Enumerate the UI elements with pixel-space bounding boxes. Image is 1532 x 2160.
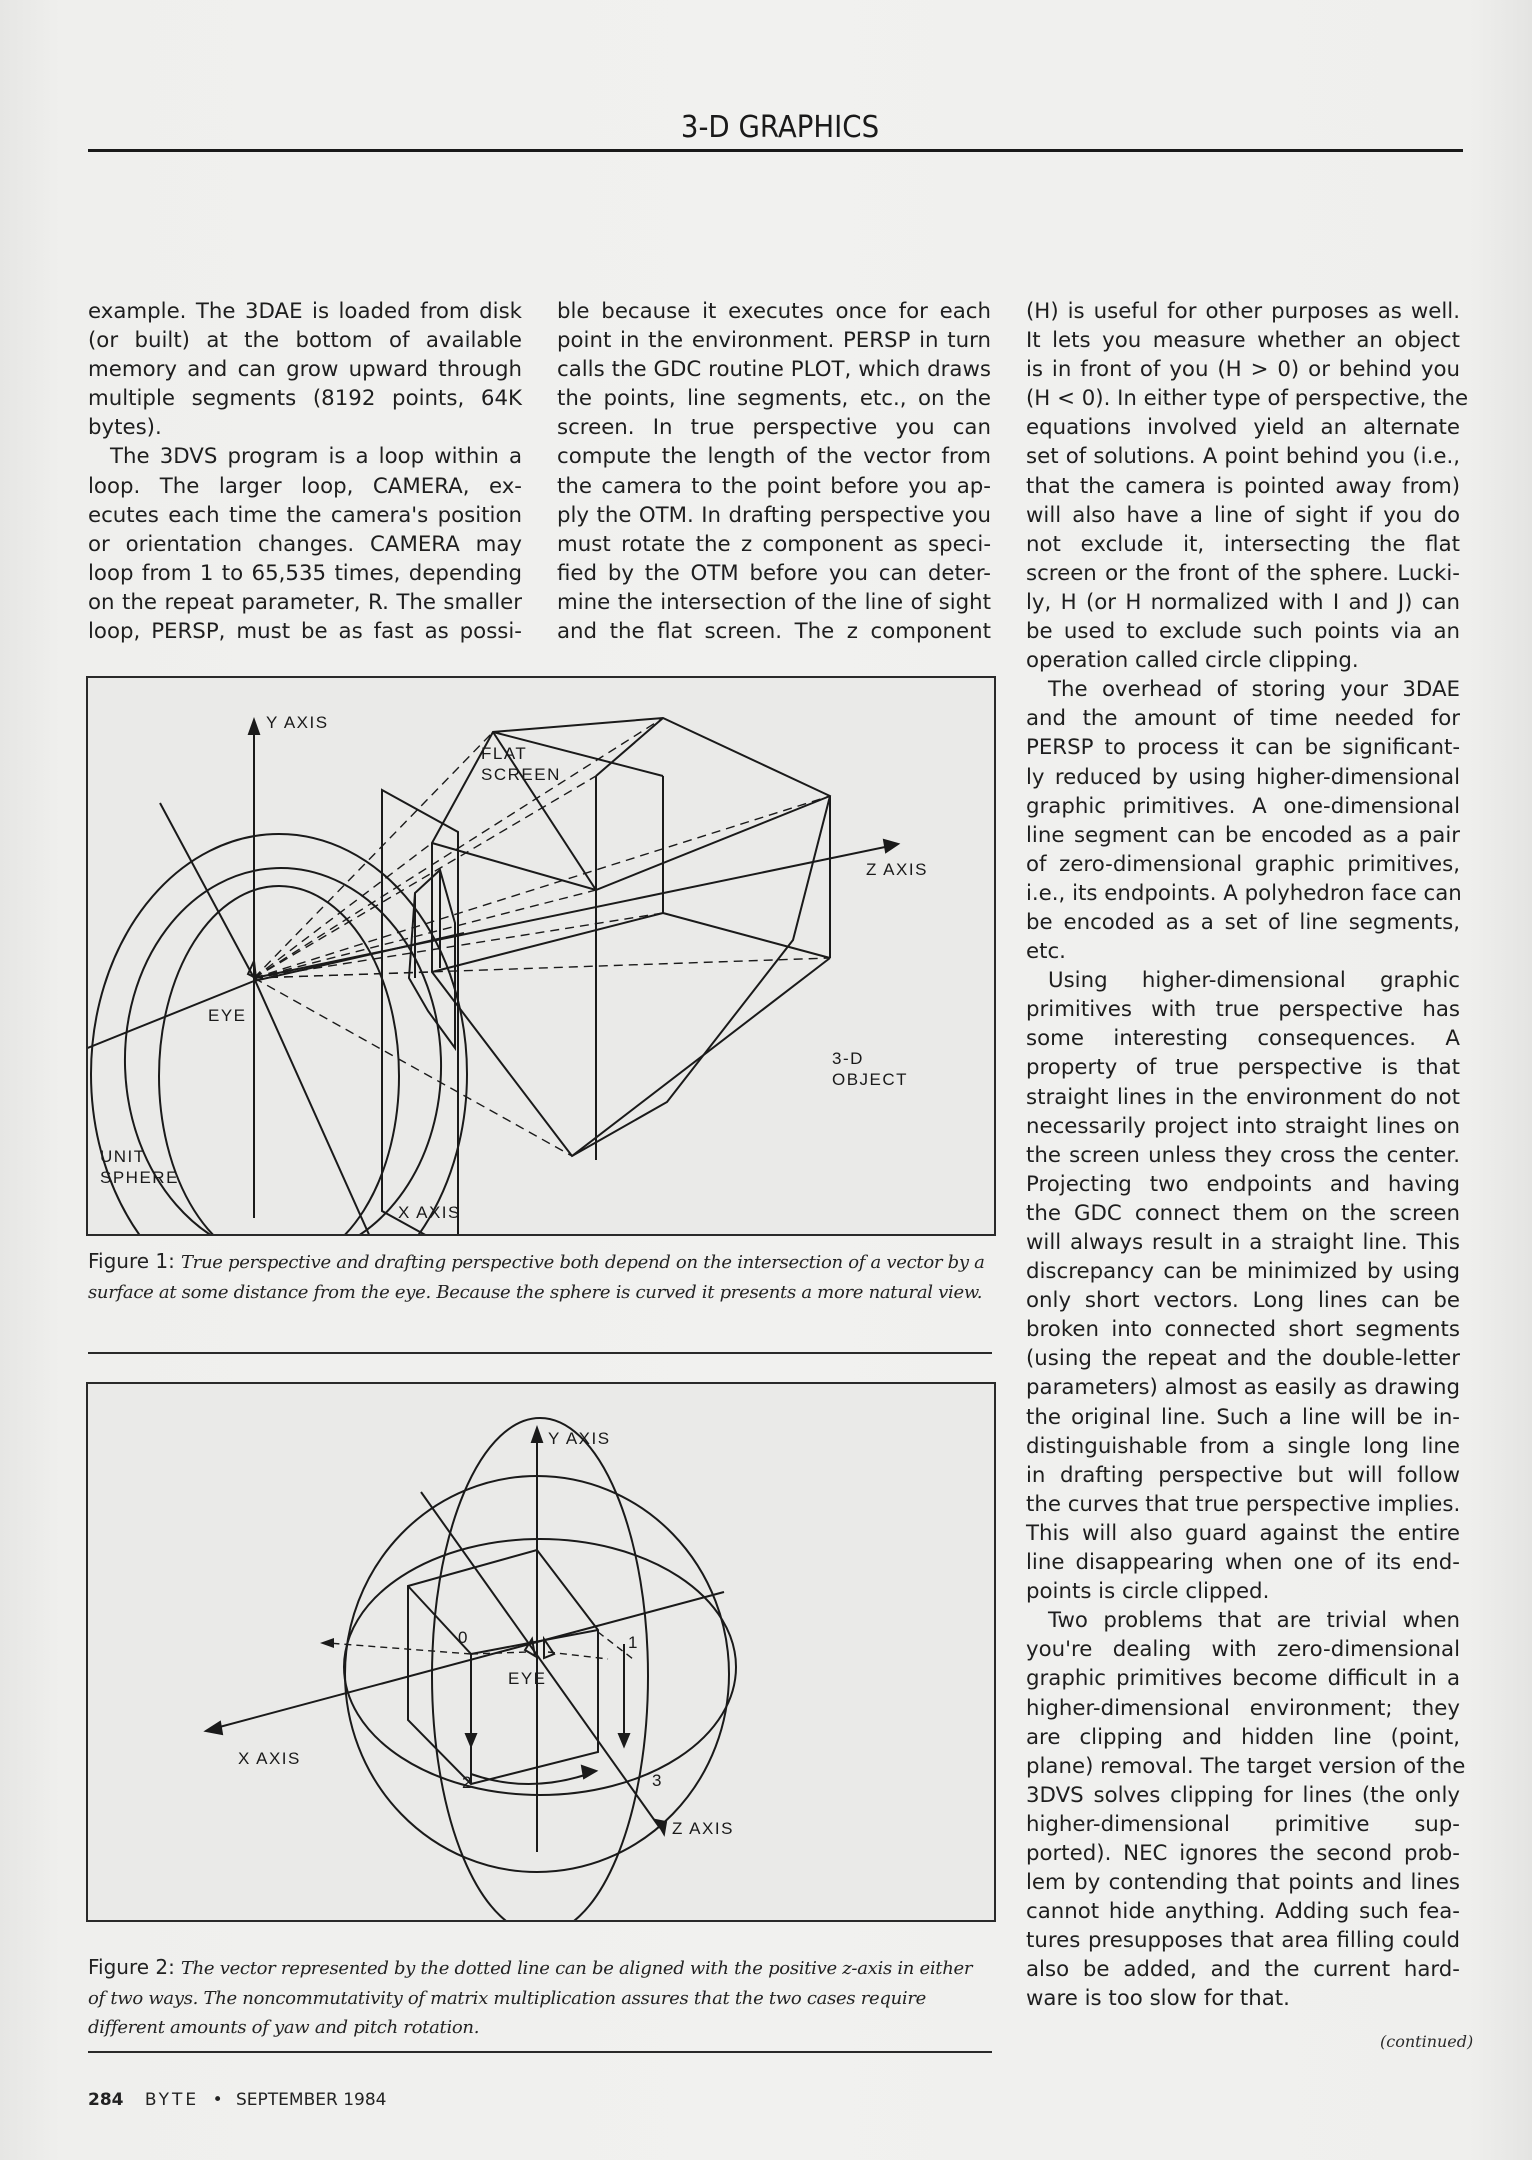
unit-sphere-label: UNIT [100,1147,146,1166]
text-line: of zero-dimensional graphic primitives, [1026,851,1460,877]
x-axis-label: X AXIS [398,1203,461,1222]
text-line: (H) is useful for other purposes as well. [1026,299,1460,324]
text-line: higher-dimensional environment; they [1026,1695,1460,1721]
z-axis-label: Z AXIS [866,860,928,879]
text-line: on the repeat parameter, R. The smaller [88,589,522,615]
text-line: the curves that true perspective implies. [1026,1491,1461,1517]
text-line: ly reduced by using higher-dimensional [1026,764,1460,790]
unit-sphere-label-2: SPHERE [100,1168,179,1187]
text-line: higher-dimensional primitive sup- [1026,1811,1460,1837]
figure-2-caption [88,1953,988,2043]
text-line: also be added, and the current hard- [1026,1957,1460,1983]
y-axis-arrow-icon [249,720,259,734]
point-0-label: 0 [458,1628,469,1647]
caption-rule [88,2051,992,2053]
text-line: discrepancy can be minimized by using [1026,1259,1460,1285]
text-line: The 3DVS program is a loop within a [110,444,522,470]
text-line: the original line. Such a line will be in- [1026,1404,1460,1430]
text-line: distinguishable from a single long line [1026,1433,1460,1459]
text-line: PERSP to process it can be significant- [1026,735,1460,761]
magazine-name: BYTE [144,2090,200,2110]
y-axis-label: Y AXIS [266,713,329,732]
text-line: graphic primitives. A one-dimensional [1026,793,1460,819]
text-line: points is circle clipped. [1026,1579,1270,1605]
header-rule [88,149,1463,152]
text-line: calls the GDC routine PLOT, which draws [557,357,991,383]
z-axis-arrow-icon [884,840,898,852]
dotted-vector-arrow-icon [320,1638,334,1648]
text-line: loop. The larger loop, CAMERA, ex- [88,473,522,499]
text-line: be used to exclude such points via an [1026,619,1460,645]
text-line: memory and can grow upward through [88,357,522,383]
text-line: operation called circle clipping. [1026,648,1359,674]
text-line: ble because it executes once for each [557,299,991,324]
x-axis-label: X AXIS [238,1749,301,1768]
text-line: ply the OTM. In drafting perspective you [557,502,991,528]
x-axis-arrow-icon [206,1722,222,1734]
text-line: point in the environment. PERSP in turn [557,328,991,354]
text-line: you're dealing with zero-dimensional [1026,1637,1460,1663]
text-line: set of solutions. A point behind you (i.e., [1026,444,1460,470]
text-line: ly, H (or H normalized with I and J) can [1026,589,1460,615]
text-line: and the amount of time needed for [1026,706,1460,732]
y-axis-label: Y AXIS [548,1429,611,1448]
text-column-2 [557,297,991,646]
text-line: the points, line segments, etc., on the [557,386,991,412]
figure-2-caption-label: Figure 2: [88,1955,175,1979]
issue-date: SEPTEMBER 1984 [236,2090,387,2110]
text-line: the screen unless they cross the center. [1026,1142,1460,1168]
text-line: (H < 0). In either type of perspective, the [1026,386,1469,412]
eye-icon [248,961,256,978]
object-label: 3-D [832,1049,864,1068]
text-line: ware is too slow for that. [1026,1986,1290,2012]
text-line: (using the repeat and the double-letter [1026,1346,1460,1372]
caption-rule [88,1352,992,1354]
page-number: 284 [88,2090,124,2110]
text-line: fied by the OTM before you can deter- [557,560,991,586]
text-line: ported). NEC ignores the second prob- [1026,1840,1460,1866]
point-1-label: 1 [628,1633,639,1652]
text-line: not exclude it, intersecting the flat [1026,531,1460,557]
text-line: Using higher-dimensional graphic [1048,968,1460,994]
text-line: loop, PERSP, must be as fast as possi- [88,619,522,645]
text-line: 3DVS solves clipping for lines (the only [1026,1782,1460,1808]
text-column-3 [1026,297,1469,2014]
figure-1 [86,676,996,1236]
point-3-label: 3 [652,1771,663,1790]
text-line: only short vectors. Long lines can be [1026,1288,1460,1314]
page-footer [88,2090,386,2110]
eye-label: EYE [208,1006,247,1025]
text-line: mine the intersection of the line of sight [557,589,991,615]
text-line: is in front of you (H > 0) or behind you [1026,357,1460,383]
text-line: The overhead of storing your 3DAE [1048,677,1460,703]
text-line: in drafting perspective but will follow [1026,1462,1460,1488]
running-head: 3-D GRAPHICS [680,110,880,145]
text-line: and the flat screen. The z component [557,619,991,645]
text-line: screen. In true perspective you can [557,415,991,441]
y-axis-arrow-icon [532,1428,542,1442]
text-line: (or built) at the bottom of available [88,328,522,354]
text-line: parameters) almost as easily as drawing [1026,1375,1460,1401]
text-line: necessarily project into straight lines on [1026,1113,1460,1139]
text-line: that the camera is pointed away from) [1026,473,1460,499]
text-line: line segment can be encoded as a pair [1026,822,1460,848]
text-line: lem by contending that points and lines [1026,1870,1460,1896]
text-line: example. The 3DAE is loaded from disk [88,299,522,324]
text-line: bytes). [88,415,162,441]
text-line: the GDC connect them on the screen [1026,1200,1460,1226]
text-line: ecutes each time the camera's position [88,502,522,528]
text-line: compute the length of the vector from [557,444,991,470]
flat-screen-plane [382,790,458,1234]
text-line: the camera to the point before you ap- [557,473,991,499]
footer-separator: • [212,2090,223,2110]
figure-2-caption-text: The vector represented by the dotted line can be aligned with the positive z-axis in either of two ways. The noncommutativity of matrix multiplication assures that the two cases require different amounts of yaw and pitch rotation. [88,1958,973,2038]
text-line: Two problems that are trivial when [1048,1608,1460,1634]
text-line: screen or the front of the sphere. Lucki- [1026,560,1460,586]
text-line: line disappearing when one of its end- [1026,1550,1460,1576]
text-line: equations involved yield an alternate [1026,415,1460,441]
text-line: Projecting two endpoints and having [1026,1171,1460,1197]
text-line: be encoded as a set of line segments, [1026,909,1460,935]
eye-label: EYE [508,1669,547,1688]
text-line: It lets you measure whether an object [1026,328,1460,354]
text-line: graphic primitives become difficult in a [1026,1666,1460,1692]
text-line: must rotate the z component as speci- [557,531,991,557]
text-line: tures presupposes that area filling could [1026,1928,1460,1954]
text-line: or orientation changes. CAMERA may [88,531,522,557]
figure-1-diagram [88,678,994,1234]
z-axis-label: Z AXIS [672,1819,734,1838]
text-line: cannot hide anything. Adding such fea- [1026,1899,1460,1925]
z-axis-line [254,846,890,978]
flat-screen-label-2: SCREEN [481,765,561,784]
flat-screen-label: FLAT [481,744,528,763]
text-line: broken into connected short segments [1026,1317,1460,1343]
text-line: will also have a line of sight if you do [1026,502,1460,528]
text-line: some interesting consequences. A [1026,1026,1460,1052]
figure-2-diagram [88,1384,994,1920]
point-2-label: 2 [462,1773,473,1792]
object-label-2: OBJECT [832,1070,909,1089]
text-line: i.e., its endpoints. A polyhedron face can [1026,880,1462,906]
text-line: are clipping and hidden line (point, [1026,1724,1460,1750]
sphere-latitude [344,1539,736,1795]
figure-1-caption-label: Figure 1: [88,1249,175,1273]
sphere-meridian [159,886,399,1234]
text-column-1 [88,297,522,646]
figure-1-caption-text: True perspective and drafting perspective both depend on the intersection of a vector by a surface at some distance from the eye. Because the sphere is curved it presents a more natural view. [88,1252,985,1303]
text-line: multiple segments (8192 points, 64K [88,386,522,412]
figure-1-caption [88,1247,988,1307]
text-line: loop from 1 to 65,535 times, depending [88,560,522,586]
continued-note: (continued) [1380,2032,1474,2051]
text-line: primitives with true perspective has [1026,997,1460,1023]
figure-2 [86,1382,996,1922]
text-line: property of true perspective is that [1026,1055,1460,1081]
text-line: straight lines in the environment do not [1026,1084,1460,1110]
text-line: This will also guard against the entire [1026,1520,1460,1546]
text-line: etc. [1026,939,1066,965]
cube [408,1550,598,1784]
text-line: plane) removal. The target version of the [1026,1753,1466,1779]
text-line: will always result in a straight line. This [1026,1230,1460,1255]
